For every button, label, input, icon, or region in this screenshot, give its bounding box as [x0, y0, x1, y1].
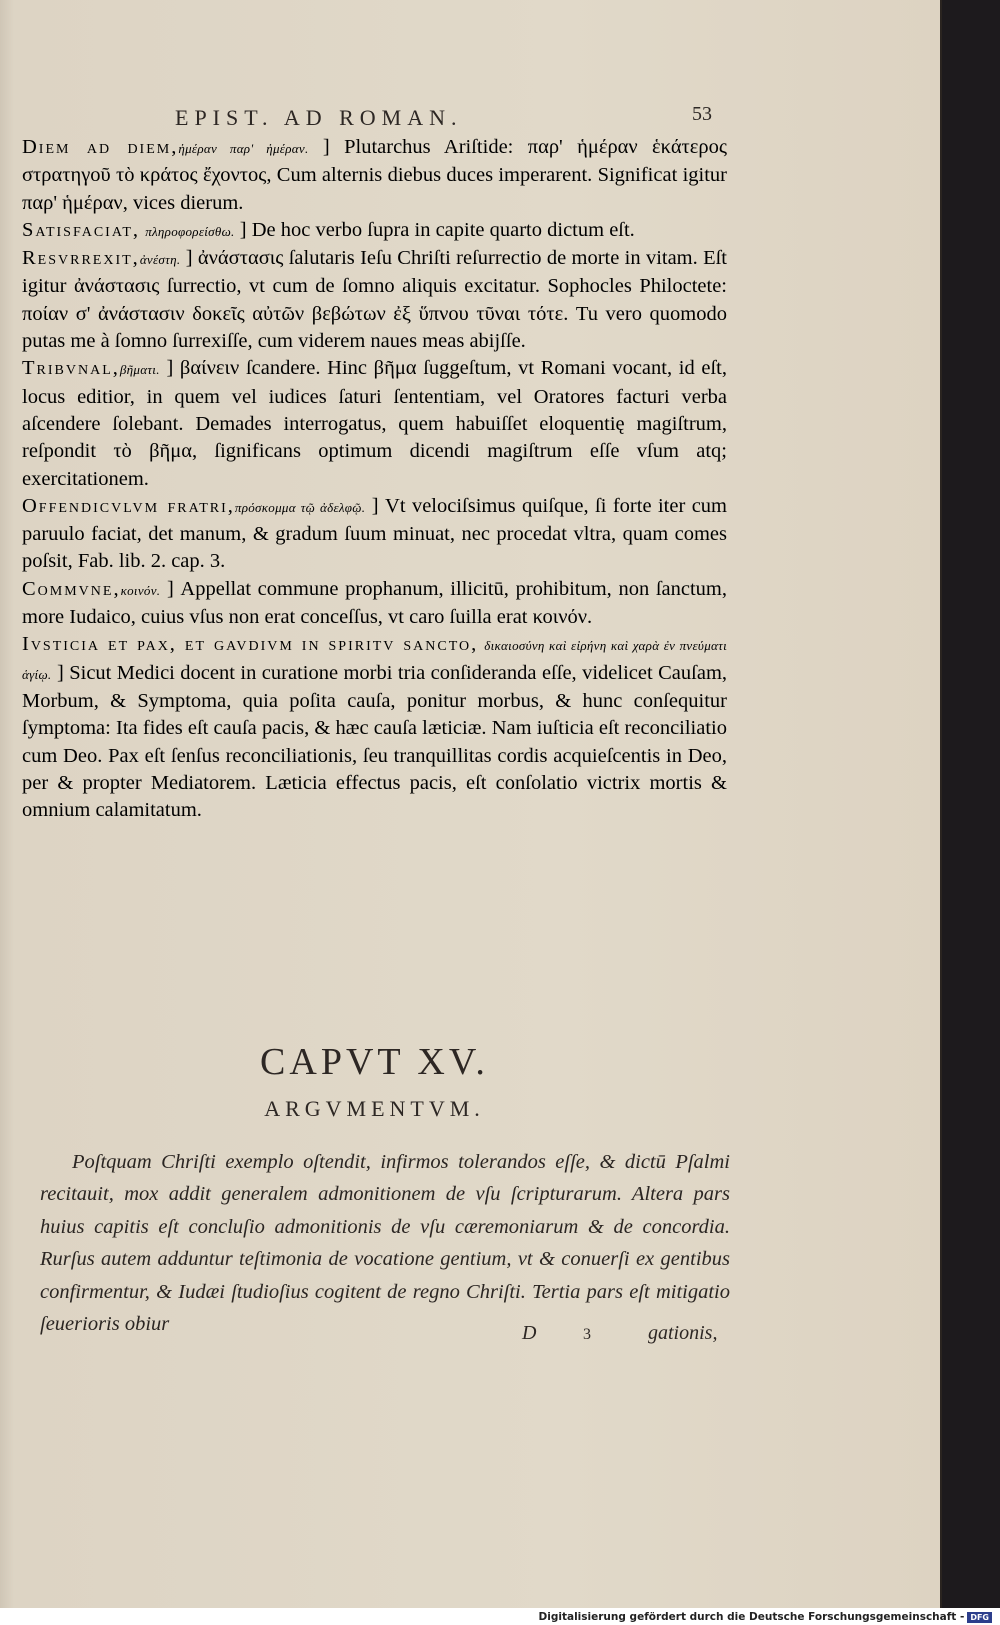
catchword: gationis,	[648, 1322, 718, 1344]
entry-diem	[22, 134, 727, 217]
entry-resurrexit	[22, 245, 727, 355]
argument-title: ARGVMENTVM.	[264, 1096, 485, 1121]
chapter-title: CAPVT XV.	[260, 1041, 489, 1083]
entry-text: ] ἀνάστασις ſalutaris Ieſu Chriſti reſurrectio de morte in vitam. Eſt igitur ἀνάστασις ſurrectio, vt cum de ſomno aliquis excitatur. Sophocles Philoctete: ποίαν σ' ἀνάστασιν δοκεῖς αὐτῶν βεβώτων ἐξ ὕπνου τῦναι τότε. Tu vero quomodo putas me à ſomno ſurrexiſſe, cum viderem naues meas abijſſe.	[22, 247, 727, 353]
signature-mark: D	[522, 1322, 537, 1344]
entry-text: ] De hoc verbo ſupra in capite quarto dictum eſt.	[239, 218, 635, 241]
entry-iusticia	[22, 631, 727, 824]
entry-greek: κοινόν.	[120, 582, 161, 598]
scan-border	[942, 0, 1000, 1608]
entry-lemma: Tribvnal,	[22, 357, 120, 380]
entry-lemma: Satisfaciat,	[22, 218, 141, 241]
entry-text: ] Vt velociſsimus quiſque, ſi forte iter cum paruulo faciat, det manum, & gradum ſuum minuat, nec procedat vltra, quam comes poſsit, Fab. lib. 2. cap. 3.	[22, 494, 728, 573]
commentary-entries	[22, 134, 727, 824]
argument-text: Poſtquam Chriſti exemplo oſtendit, infirmos tolerandos eſſe, & dictū Pſalmi recitauit, mox addit generalem admonitionem de vſu ſcripturarum. Altera pars huius capitis eſt concluſio admonitionis de vſu cæremoniarum & de concordia. Rurſus autem adduntur teſtimonia de vocatione gentium, vt & conuerſi ex gentibus confirmentur, & Iudæi ſtudioſius cogitent de regno Chriſti. Tertia pars eſt mitigatio ſeuerioris obiur	[40, 1150, 730, 1335]
dfg-logo: DFG	[967, 1612, 992, 1623]
digitization-footer	[539, 1611, 992, 1623]
entry-lemma: Ivsticia et pax, et gavdivm in spiritv sancto,	[22, 633, 479, 656]
footer-text: Digitalisierung gefördert durch die Deutsche Forschungsgemeinschaft -	[538, 1611, 965, 1623]
entry-text: ] βαίνειν ſcandere. Hinc βῆμα ſuggeſtum, vt Romani vocant, id eſt, locus editior, in quem vel iudices ſaturi ſententiam, vel Oratores facturi verba aſcendere ſolebant. Demades interrogatus, quem habuiſſet eloquentię magiſtrum, reſpondit τὸ βῆμα, ſignificans optimum dicendi magiſtrum eſſe vſum atq; exercitationem.	[22, 357, 727, 490]
page-number: 53	[692, 103, 712, 125]
entry-greek: βῆματι.	[119, 362, 160, 378]
entry-tribunal	[22, 355, 727, 492]
entry-greek: πληροφορείσθω.	[145, 223, 235, 239]
entry-lemma: Offendicvlvm fratri,	[22, 494, 235, 517]
entry-commune	[22, 576, 727, 632]
entry-offendiculum	[22, 493, 727, 576]
entry-greek: ἀνέστη.	[139, 252, 181, 268]
entry-greek: ἡμέραν παρ' ἡμέραν.	[178, 141, 309, 156]
entry-lemma: Commvne,	[22, 577, 121, 600]
entry-text: ] Plutarchus Ariſtide: παρ' ἡμέραν ἑκάτερος στρατηγοῦ τὸ κράτος ἔχοντος, Cum alternis diebus duces imperarent. Significat igitur παρ' ἡμέραν, vices dierum.	[22, 136, 728, 214]
signature-number: 3	[583, 1326, 591, 1343]
entry-lemma: Diem ad diem,	[22, 136, 179, 158]
entry-greek: δικαιοσύνη καὶ εἰρήνη καὶ χαρὰ ἐν πνεύματι ἁγίῳ.	[22, 638, 728, 682]
entry-greek: πρόσκομμα τῷ ἀδελφῷ.	[234, 499, 366, 515]
entry-text: ] Appellat commune prophanum, illicitū, prohibitum, non ſanctum, more Iudaico, cuius vſus non erat conceſſus, vt caro ſuilla erat κοινόν.	[22, 577, 727, 629]
running-header: EPIST. AD ROMAN.	[175, 105, 463, 130]
entry-lemma: Resvrrexit,	[22, 247, 140, 270]
entry-satisfaciat	[22, 217, 727, 245]
entry-text: ] Sicut Medici docent in curatione morbi tria conſideranda eſſe, videlicet Cauſam, Morbum, & Symptoma, quia poſita cauſa, ponitur morbus, & hunc conſequitur ſymptoma: Ita fides eſt cauſa pacis, & hæc cauſa læticiæ. Nam iuſticia eſt reconciliatio cum Deo. Pax eſt ſenſus reconciliationis, ſeu tranquillitas cordis acquieſcentis in Deo, per & propter Mediatorem. Læticia effectus pacis, eſt conſolatio victrix mortis & omnium calamitatum.	[22, 661, 728, 822]
